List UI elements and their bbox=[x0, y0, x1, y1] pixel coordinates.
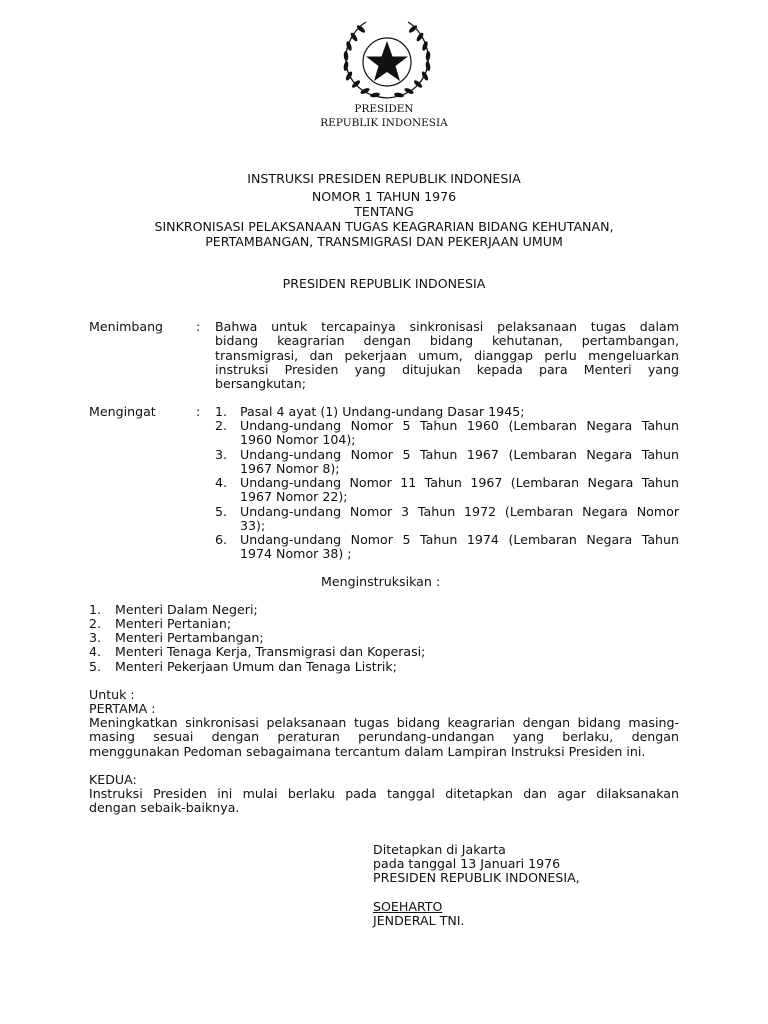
title-line-4: SINKRONISASI PELAKSANAAN TUGAS KEAGRARIAN BIDANG KEHUTANAN, bbox=[154, 219, 614, 234]
title-line-5: PERTAMBANGAN, TRANSMIGRASI DAN PEKERJAAN UMUM bbox=[205, 234, 563, 249]
mengingat-line: Undang-undang Nomor 5 Tahun 1960 (Lembaran Negara Tahun bbox=[240, 418, 679, 433]
title-line-3: TENTANG bbox=[354, 204, 414, 219]
recipient-number: 5. bbox=[89, 659, 102, 674]
title-line-2: NOMOR 1 TAHUN 1976 bbox=[311, 189, 457, 204]
recipient-number: 4. bbox=[89, 644, 102, 659]
kedua-text bbox=[89, 787, 679, 816]
recipient-item: Menteri Pertambangan; bbox=[115, 630, 264, 645]
title-line-1: INSTRUKSI PRESIDEN REPUBLIK INDONESIA bbox=[247, 171, 521, 186]
mengingat-item-number: 6. bbox=[215, 532, 228, 547]
mengingat-colon: : bbox=[196, 404, 201, 419]
kedua-line: Instruksi Presiden ini mulai berlaku pada tanggal ditetapkan dan agar dilaksanakan bbox=[89, 786, 679, 801]
untuk-heading: Untuk : bbox=[89, 687, 135, 702]
mengingat-line: Undang-undang Nomor 3 Tahun 1972 (Lembaran Negara Nomor bbox=[240, 504, 679, 519]
signature-date: pada tanggal 13 Januari 1976 bbox=[373, 856, 561, 871]
header-republik-indonesia: REPUBLIK INDONESIA bbox=[320, 117, 448, 129]
recipient-number: 2. bbox=[89, 616, 102, 631]
mengingat-item-number: 4. bbox=[215, 475, 228, 490]
signature-name: SOEHARTO bbox=[373, 899, 443, 914]
recipient-item: Menteri Pertanian; bbox=[115, 616, 232, 631]
mengingat-line: 1960 Nomor 104); bbox=[240, 432, 356, 448]
mengingat-line: 1967 Nomor 8); bbox=[240, 461, 340, 477]
recipient-item: Menteri Dalam Negeri; bbox=[115, 602, 258, 617]
recipient-number: 1. bbox=[89, 602, 102, 617]
mengingat-line: Undang-undang Nomor 5 Tahun 1974 (Lembaran Negara Tahun bbox=[240, 532, 679, 547]
presidential-seal-icon bbox=[334, 18, 440, 102]
menimbang-colon: : bbox=[196, 319, 201, 334]
mengingat-line: 33); bbox=[240, 518, 266, 534]
menimbang-label: Menimbang bbox=[89, 319, 164, 334]
pertama-text bbox=[89, 716, 679, 759]
kedua-line: dengan sebaik-baiknya. bbox=[89, 800, 240, 816]
pertama-line: masing sesuai dengan peraturan perundang-undangan yang berlaku, dengan bbox=[89, 729, 679, 745]
pertama-line: Meningkatkan sinkronisasi pelaksanaan tugas bidang keagrarian dengan bidang masing- bbox=[89, 715, 679, 730]
signature-office: PRESIDEN REPUBLIK INDONESIA, bbox=[373, 870, 580, 885]
recipient-item: Menteri Tenaga Kerja, Transmigrasi dan Koperasi; bbox=[115, 644, 426, 659]
mengingat-item-text bbox=[240, 505, 679, 534]
mengingat-label: Mengingat bbox=[89, 404, 156, 419]
mengingat-item-number: 2. bbox=[215, 418, 228, 433]
menginstruksikan-heading: Menginstruksikan : bbox=[321, 574, 441, 589]
mengingat-item-text bbox=[240, 448, 679, 477]
signature-rank: JENDERAL TNI. bbox=[373, 913, 465, 928]
menimbang-line: bidang keagrarian dengan bidang kehutanan, pertambangan, bbox=[215, 333, 679, 349]
mengingat-item-number: 5. bbox=[215, 504, 228, 519]
menimbang-line: bersangkutan; bbox=[215, 376, 306, 392]
signature-place: Ditetapkan di Jakarta bbox=[373, 842, 506, 857]
header-presiden: PRESIDEN bbox=[354, 103, 414, 115]
mengingat-item-number: 3. bbox=[215, 447, 228, 462]
mengingat-item-text: Pasal 4 ayat (1) Undang-undang Dasar 1945; bbox=[240, 404, 525, 419]
recipient-number: 3. bbox=[89, 630, 102, 645]
kedua-heading: KEDUA: bbox=[89, 772, 137, 787]
mengingat-line: 1967 Nomor 22); bbox=[240, 489, 348, 505]
pertama-heading: PERTAMA : bbox=[89, 701, 156, 716]
mengingat-item-text bbox=[240, 533, 679, 562]
pertama-line: menggunakan Pedoman sebagaimana tercantum dalam Lampiran Instruksi Presiden ini. bbox=[89, 743, 646, 759]
mengingat-item-text bbox=[240, 419, 679, 448]
menimbang-text bbox=[215, 320, 679, 391]
president-heading: PRESIDEN REPUBLIK INDONESIA bbox=[282, 276, 486, 291]
menimbang-line: instruksi Presiden yang ditujukan kepada para Menteri yang bbox=[215, 361, 679, 377]
menimbang-line: transmigrasi, dan pekerjaan umum, dianggap perlu mengeluarkan bbox=[215, 347, 679, 363]
mengingat-item-text bbox=[240, 476, 679, 505]
mengingat-line: Undang-undang Nomor 5 Tahun 1967 (Lembaran Negara Tahun bbox=[240, 447, 679, 462]
menimbang-line: Bahwa untuk tercapainya sinkronisasi pelaksanaan tugas dalam bbox=[215, 319, 679, 334]
recipient-item: Menteri Pekerjaan Umum dan Tenaga Listrik; bbox=[115, 659, 397, 674]
mengingat-item-number: 1. bbox=[215, 404, 228, 419]
mengingat-line: Undang-undang Nomor 11 Tahun 1967 (Lembaran Negara Tahun bbox=[240, 475, 679, 490]
mengingat-line: 1974 Nomor 38) ; bbox=[240, 546, 352, 562]
